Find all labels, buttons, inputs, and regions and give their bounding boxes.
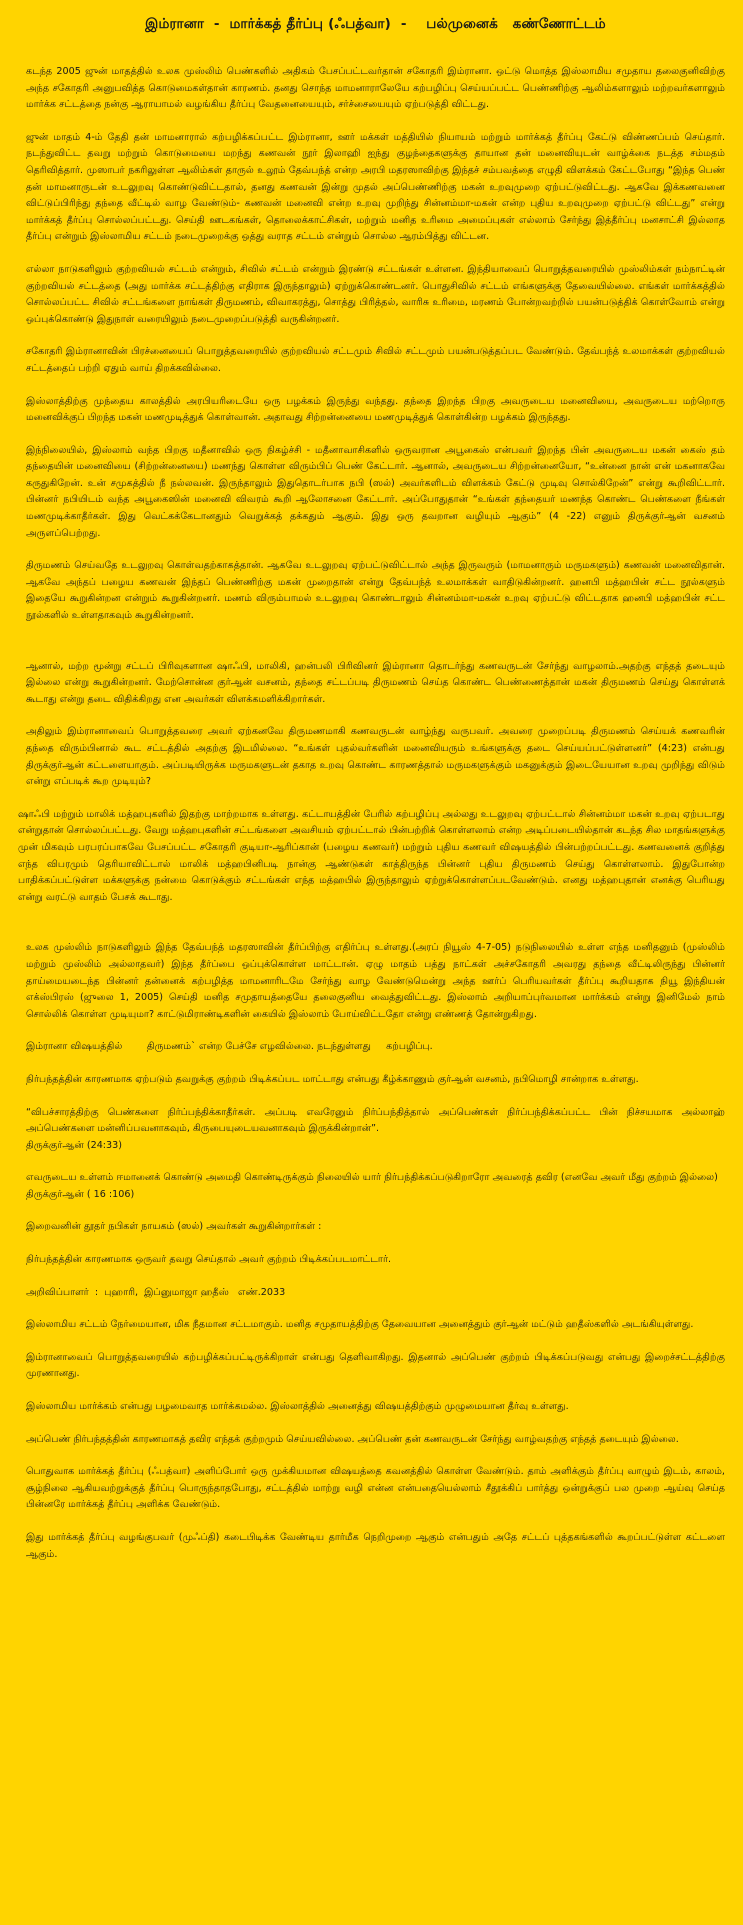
quran-quote: “விபச்சாரத்திற்கு பெண்களை நிர்ப்பந்திக்காதீர்கள். அப்படி எவரேனும் நிர்ப்பந்தித்தால் அப்பெண்கள் நிர்ப்பந்திக்கப்பட்ட பின் நிச்சயமாக அல்லாஹ் அப்பெண்களை மன்னிப்பவனாகவும், கிருபையுடையவனாகவும் இருக்கின்றான்”. திருக்குர்ஆன் (24:33)	[26, 1106, 725, 1151]
paragraph: நிர்பந்தத்தின் காரணமாக ஏற்படும் தவறுக்கு குற்றம் பிடிக்கப்பட மாட்டாது என்பது கீழ்க்காணும் குர்ஆன் வசனம், நபிமொழி சான்றாக உள்ளது.	[26, 1073, 639, 1085]
paragraph: எல்லா நாடுகளிலும் குற்றவியல் சட்டம் என்றும், சிவில் சட்டம் என்றும் இரண்டு சட்டங்கள் உள்ளன. இந்தியாவைப் பொறுத்தவரையில் முஸ்லிம்கள் நம்நாட்டின் குற்றவியல் சட்டத்தை (அது மார்க்க சட்டத்திற்கு எதிராக இருந்தாலும்) ஏற்றுக்கொண்டனர். பொதுசிவில் சட்டம் எங்களுக்கு தேவையில்லை. எங்கள் மார்க்கத்தில் சொல்லப்பட்ட சிவில் சட்டங்களை நாங்கள் திருமணம், விவாகரத்து, சொத்து பிரித்தல், வாரிசு உரிமை, மரணம் போன்றவற்றில் பயன்படுத்திக் கொள்வோம் என்று ஒப்புக்கொண்டு இதுநாள் வரையிலும் நடைமுறைப்படுத்தி வருகின்றனர்.	[26, 263, 725, 325]
paragraph: இந்நிலையில், இஸ்லாம் வந்த பிறகு மதீனாவில் ஒரு நிகழ்ச்சி - மதீனாவாசிகளில் ஒருவரான அபூகைஸ் என்பவர் இறந்த பின் அவருடைய மகன் கைஸ் தம் தந்தையின் மனைவியை (சிற்றன்னையை) மணந்து கொள்ள விரும்பிப் பெண் கேட்டார். ஆனால், அவருடைய சிற்றன்னையோ, “உன்னை நான் என் மகனாகவே கருதுகிறேன். உன் சமுகத்தில் நீ நல்லவன். இருந்தாலும் இதுதொடர்பாக நபி (ஸல்) அவர்களிடம் விளக்கம் கேட்டு முடிவு சொல்கிறேன்” என்று கூறிவிட்டார். பின்னர் நபியிடம் வந்த அபூகைஸின் மனைவி விவரம் கூறி ஆலோசனை கேட்டார். அப்போதுதான் “உங்கள் தந்தையர் மணந்த கொண்ட பெண்களை நீங்கள் மணமுடிக்காதீர்கள். இது வெட்கக்கேடானதும் வெறுக்கத் தக்கதும் ஆகும். இது ஒரு தவறான வழியும் ஆகும்” (4 -22) எனும் திருக்குர்ஆன் வசனம் அருளப்பெற்றது.	[26, 444, 725, 539]
hadith-quote: நிர்பந்தத்தின் காரணமாக ஒருவர் தவறு செய்தால் அவர் குற்றம் பிடிக்கப்படமாட்டார்.	[26, 1254, 392, 1266]
paragraph: இறைவனின் தூதர் நபிகள் நாயகம் (ஸல்) அவர்கள் கூறுகின்றார்கள் :	[26, 1221, 322, 1233]
paragraph: இது மார்க்கத் தீர்ப்பு வழங்குபவர் (முஃப்தி) கடைபிடிக்க வேண்டிய தார்மீக நெறிமுறை ஆகும் என்பதும் அதே சட்டப் புத்தகங்களில் கூறப்பட்டுள்ள கட்டளை ஆகும்.	[26, 1532, 725, 1560]
paragraph: திருமணம் செய்வதே உடலுறவு கொள்வதற்காகத்தான். ஆகவே உடலுறவு ஏற்பட்டுவிட்டால் அந்த இருவரும் (மாமனாரும் மருமகளும்) கணவன் மனைவிதான். ஆகவே அந்தப் பழைய கணவன் இந்தப் பெண்ணிற்கு மகன் முறைதான் என்று தேவ்பந்த் உலமாக்கள் வாதிடுகின்றனர். ஹனபி மத்ஹபின் சட்ட நூல்களும் இதையே கூறுகின்றன என்றும் கூறுகின்றனர். மணம் விரும்பாமல் உடலுறவு கொண்டாலும் சின்னம்மா-மகன் உறவு ஏற்பட்டு விட்டதாக ஹனபி மத்ஹபின் சட்ட நூல்களில் உள்ளதாகவும் கூறுகின்றனர்.	[26, 560, 725, 622]
paragraph: இஸ்லாத்திற்கு முந்தைய காலத்தில் அரபியரிடையே ஒரு பழக்கம் இருந்து வந்தது. தந்தை இறந்த பிறகு அவருடைய மனைவியை, அவருடைய மற்றொரு மனைவிக்குப் பிறந்த மகன் மணமுடித்துக் கொள்வான். அதாவது சிற்றன்னையை மணமுடித்துக் கொள்கின்ற பழக்கம் இருந்தது.	[26, 395, 725, 424]
paragraph: சகோதரி இம்ரானாவின் பிரச்னையைப் பொறுத்தவரையில் குற்றவியல் சட்டமும் சிவில் சட்டமும் பயன்படுத்தப்பட வேண்டும். தேவ்பந்த் உலமாக்கள் குற்றவியல் சட்டத்தைப் பற்றி ஏதும் வாய் திறக்கவில்லை.	[26, 346, 725, 374]
paragraph: இம்ரானா விஷயத்தில் திருமணம்` என்ற பேச்சே எழவில்லை. நடந்துள்ளது கற்பழிப்பு.	[26, 1041, 433, 1053]
paragraph: அதிலும் இம்ரானாவைப் பொறுத்தவரை அவர் ஏற்கனவே திருமணமாகி கணவருடன் வாழ்ந்து வருபவர். அவரை முறைப்படி திருமணம் செய்யக் கணவரின் தந்தை விரும்பினால் கூட சட்டத்தில் அதற்கு இடமில்லை. “உங்கள் புதல்வர்களின் மனைவியரும் உங்களுக்கு தடை செய்யப்பட்டுள்ளனர்” (4:23) என்பது திருக்குர்ஆன் கட்டளையாகும். அப்படியிருக்க மருமகளுடன் தகாத உறவு கொண்ட காரணத்தால் மருமகளுக்கும் மகனுக்கும் இடையேயான உறவு முறிந்து விடும் என்று எப்படிக் கூற முடியும்?	[26, 726, 725, 788]
paragraph: இஸ்லாமிய சட்டம் நேர்மையான, மிக நீதமான சட்டமாகும். மனித சமுதாயத்திற்கு தேவையான அனைத்தும் குர்ஆன் மட்டும் ஹதீஸ்களில் அடங்கியுள்ளது.	[26, 1319, 694, 1331]
paragraph: அப்பெண் நிர்பந்தத்தின் காரணமாகத் தவிர எந்தக் குற்றமும் செய்யவில்லை. அப்பெண் தன் கணவருடன் சேர்ந்து வாழ்வதற்கு எந்தத் தடையும் இல்லை.	[26, 1433, 679, 1445]
paragraph: இம்ரானாவைப் பொறுத்தவரையில் கற்பழிக்கப்பட்டிருக்கிறாள் என்பது தெளிவாகிறது. இதனால் அப்பெண் குற்றம் பிடிக்கப்படுவது என்பது இறைச்சட்டத்திற்கு முரணானது.	[26, 1351, 725, 1380]
paragraph: பொதுவாக மார்க்கத் தீர்ப்பு (ஃபத்வா) அளிப்போர் ஒரு முக்கியமான விஷயத்தை கவனத்தில் கொள்ள வேண்டும். தாம் அளிக்கும் தீர்ப்பு வாழும் இடம், காலம், சூழ்நிலை ஆகியவற்றுக்குத் தீர்ப்பு பொருந்தாதபோது, சட்டத்தில் மாற்று வழி என்ன என்பதையெல்லாம் சீதூக்கிப் பார்த்து ஒன்றுக்குப் பல முறை ஆய்வு செய்த பின்னரே மார்க்கத் தீர்ப்பு அளிக்க வேண்டும்.	[26, 1466, 725, 1511]
paragraph: ஆனால், மற்ற மூன்று சட்டப் பிரிவுகளான ஷாஃபி, மாலிகி, ஹன்பலி பிரிவினர் இம்ரானா தொடர்ந்து கணவருடன் சேர்ந்து வாழலாம்.அதற்கு எந்தத் தடையும் இல்லை என்று கூறுகின்றனர். மேற்சொன்ன குர்ஆன் வசனம், தந்தை சட்டப்படி திருமணம் செய்த கொண்ட பெண்ணைத்தான் மகன் திருமணம் செய்து கொள்ளக் கூடாது என்று தடை விதிக்கிறது என அவர்கள் விளக்கமளிக்கிறார்கள்.	[26, 660, 725, 705]
paragraph: ஜுன் மாதம் 4-ம் தேதி தன் மாமனாரால் கற்பழிக்கப்பட்ட இம்ரானா, ஊர் மக்கள் மத்தியில் நியாயம் மற்றும் மார்க்கத் தீர்ப்பு கேட்டு விண்ணப்பம் செய்தார். நடந்துவிட்ட தவறு மற்றும் கொடுமையை மறந்து கணவன் நூர் இலாஹி ஐந்து குழந்தைகளுக்கு தாயான தன் மனைவியுடன் வாழ்க்கை நடத்த சம்மதம் தெரிவித்தார். முஸாபர் நகரிலுள்ள ஆலிம்கள் தாருல் உலூம் தேவ்பந்த் என்ற அரபி மதரஸாவிற்கு இந்தச் சம்பவத்தை எழுதி விளக்கம் கேட்டபோது “இந்த பெண் தன் மாமனாருடன் உடலுறவு கொண்டுவிட்டதால், தனது கணவன் இன்று முதல் அப்பெண்ணிற்கு மகன் உறவுமுறை ஏற்பட்டுவிட்டது. ஆகவே இக்கணவனை விட்டுப்பிரிந்து தந்தை வீட்டில் வாழ வேண்டும்- கணவன் மனைவி என்ற உறவு முறிந்து சின்னம்மா-மகன் என்ற புதிய உறவுமுறை ஏற்பட்டு விட்டது” என்று மார்க்கத் தீர்ப்பு சொல்லப்பட்டது. செய்தி ஊடகங்கள், தொலைக்காட்சிகள், மற்றும் மனித உரிமை அமைப்புகள் எல்லாம் சேர்ந்து இத்தீர்ப்பு மனசாட்சி இல்லாத தீர்ப்பு என்றும் இஸ்லாமிய சட்டம் நடைமுறைக்கு ஒத்து வராத சட்டம் என்றும் சொல்ல ஆரம்பித்து விட்டன.	[26, 131, 725, 243]
paragraph: உலக முஸ்லிம் நாடுகளிலும் இந்த தேவ்பந்த் மதரஸாவின் தீர்ப்பிற்கு எதிர்ப்பு உள்ளது.(அரப் நியூஸ் 4-7-05) நடுநிலையில் உள்ள எந்த மனிதனும் (முஸ்லிம் மற்றும் முஸ்லிம் அல்லாதவர்) இந்த தீர்ப்பை ஒப்புக்கொள்ள மாட்டான். ஏழு மாதம் பத்து நாட்கள் அச்சகோதரி அவரது தந்தை வீட்டிலிருந்து பின்னர் தாய்மையடைந்த பின்னர் தன்னைக் கற்பழித்த மாமனாரிடமே சேர்ந்து வாழ வேண்டுமென்று அந்த ஊர்ப் பெரியவர்கள் தீர்ப்பு கூறியதாக நியூ இந்தியன் எக்ஸ்பிரஸ் (ஜுலை 1, 2005) செய்தி மனித சமுதாயத்தையே தலைகுனிய வைத்துவிட்டது. இஸ்லாம் அறியாப்புர்வமான மார்க்கம் என்று இனிமேல் நாம் சொல்லிக் கொள்ள முடியுமா? காட்டுமிராண்டிகளின் கையில் இஸ்லாம் போய்விட்டதோ என்று எண்ணத் தோன்றுகிறது.	[26, 942, 725, 1020]
paragraph: கடந்த 2005 ஜுன் மாதத்தில் உலக முஸ்லிம் பெண்களில் அதிகம் பேசப்பட்டவர்தான் சகோதரி இம்ரானா. ஒட்டு மொத்த இஸ்லாமிய சமுதாய தலைகுனிவிற்கு அந்த சகோதரி அனுபவித்த கொடுமைகள்தான் காரணம். தனது சொந்த மாமனாராலேயே கற்பழிப்பு செய்யப்பட்ட பெண்ணிற்கு ஆலிம்களாலும் மற்றவர்களாலும் மார்க்க சட்டத்தை நன்கு ஆராயாமல் வழங்கிய தீர்ப்பு வேதனையையும், சர்ச்சையையும் ஏற்படுத்தி விட்டது.	[26, 66, 725, 111]
paragraph: இஸ்லாமிய மார்க்கம் என்பது பழமைவாத மார்க்கமல்ல. இஸ்லாத்தில் அனைத்து விஷயத்திற்கும் முழுமையான தீர்வு உள்ளது.	[26, 1401, 569, 1413]
paragraph: ஷாஃபி மற்றும் மாலிக் மத்ஹபுகளில் இதற்கு மாற்றமாக உள்ளது. கட்டாயத்தின் பேரில் கற்பழிப்பு அல்லது உடலுறவு ஏற்பட்டால் சின்னம்மா மகன் உறவு ஏற்படாது என்றுதான் சொல்லப்பட்டது. வேறு மத்ஹபுகளின் சட்டங்களை அவசியம் ஏற்பட்டால் பின்பற்றிக் கொள்ளலாம் என்ற அடிப்படையில்தான் கடந்த சில மாதங்களுக்கு முன் மிகவும் பரபரப்பாகவே பேசப்பட்ட சகோதரி குடியா-ஆரிப்கான் (பழைய கணவர்) மற்றும் புதிய கணவர் விஷயத்தில் பின்பற்றப்பட்டது. கணவனைக் குறித்து எந்த விபரமும் தெரியாவிட்டால் மாலிக் மத்ஹபினிபடி நான்கு ஆண்டுகள் காத்திருந்த பின்னர் புதிய திருமணம் செய்து கொள்ளலாம். இதுபோன்ற பாதிக்கப்பட்டுள்ள மக்களுக்கு நன்மை கொடுக்கும் சட்டங்கள் எந்த மத்ஹபில் இருந்தாலும் ஏற்றுக்கொள்ளப்படவேண்டும். எனது மத்ஹபுதான் எனக்கு பெரியது என்று வரட்டு வாதம் பேசக் கூடாது.	[18, 808, 725, 903]
quran-quote: எவருடைய உள்ளம் ஈமானைக் கொண்டு அமைதி கொண்டிருக்கும் நிலையில் யார் நிர்பந்திக்கப்படுகிறாரோ அவரைத் தவிர (எனவே அவர் மீது குற்றம் இல்லை) திருக்குர்ஆன் ( 16 :106)	[26, 1172, 718, 1200]
hadith-reference: அறிவிப்பாளர் : புஹாரி, இப்னுமாஜா ஹதீஸ் எண்.2033	[26, 1286, 286, 1298]
article-title: இம்ரானா - மார்க்கத் தீர்ப்பு (ஃபத்வா) - பல்முனைக் கண்ணோட்டம்	[145, 16, 606, 32]
